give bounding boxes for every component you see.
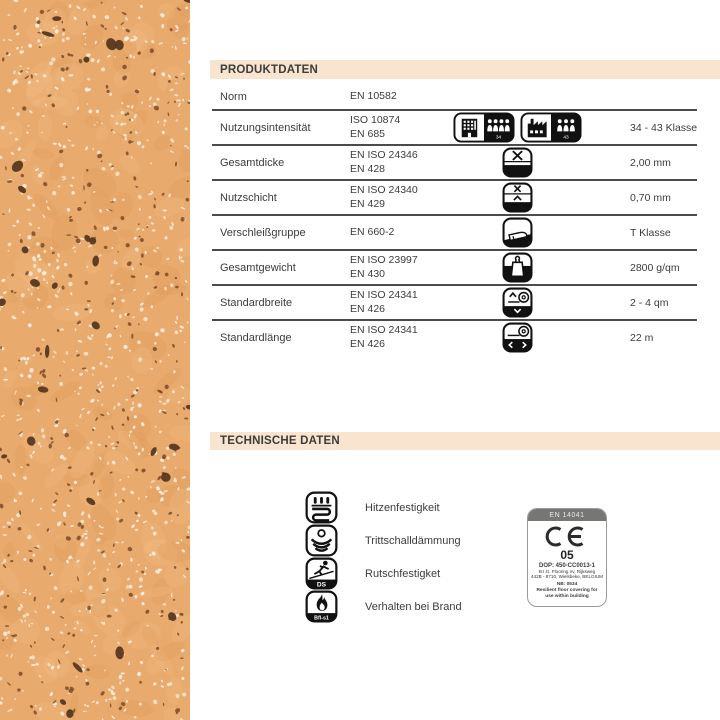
row-norm1: EN ISO 23997	[350, 254, 418, 267]
standard-width-roll-icon	[502, 287, 533, 318]
row-norm2: EN 428	[350, 162, 386, 175]
fire-behaviour-icon	[305, 590, 338, 623]
ce-dop-number: DOP: 450-CC0013-1	[538, 562, 596, 569]
ce-address-line2: 442B - 8710, Wielsbeke, BELGIUM	[530, 574, 603, 580]
row-norm2: EN 430	[350, 267, 386, 280]
produktdaten-header-bar	[210, 60, 720, 79]
usage-class-34-label: 34	[495, 135, 501, 141]
tech-item-label: Hitzenfestigkeit	[365, 501, 440, 514]
tech-item-slip	[305, 557, 440, 590]
tech-item-fire	[305, 590, 462, 623]
tech-item-heat	[305, 491, 440, 524]
impact-sound-insulation-icon	[305, 524, 338, 557]
table-row-verschleissgruppe	[212, 216, 697, 251]
row-norm1: ISO 10874	[350, 114, 401, 127]
row-label: Standardlänge	[220, 331, 292, 344]
ce-standard-label: EN 14041	[528, 509, 606, 521]
row-norm1: EN ISO 24341	[350, 324, 418, 337]
row-label: Standardbreite	[220, 296, 293, 309]
row-norm1: EN ISO 24346	[350, 149, 418, 162]
row-norm1: EN ISO 24340	[350, 184, 418, 197]
row-norm2: EN 685	[350, 127, 386, 140]
row-norm1: EN ISO 24341	[350, 289, 418, 302]
slip-resistance-icon	[305, 557, 338, 590]
slip-class-label: DS	[316, 581, 327, 589]
row-label: Norm	[220, 91, 247, 103]
row-value: 2800 g/qm	[630, 261, 680, 274]
total-weight-icon	[502, 252, 533, 283]
table-row-nutzschicht	[212, 181, 697, 216]
tech-item-label: Verhalten bei Brand	[365, 600, 462, 613]
row-norm1: EN 660-2	[350, 225, 395, 238]
ce-address-line1: B.I.G. Flooring nv, Rijksweg	[538, 568, 596, 574]
wear-layer-icon	[502, 182, 533, 213]
usage-intensity-commercial-icon	[453, 112, 515, 143]
flooring-sample-image	[0, 0, 190, 720]
row-value: 0,70 mm	[630, 191, 671, 204]
table-row-standardlaenge	[212, 321, 697, 354]
table-row-gesamtdicke	[212, 146, 697, 181]
ce-mark-icon	[544, 525, 590, 548]
technische-daten-header-bar	[210, 432, 720, 450]
row-norm1: EN 10582	[350, 90, 397, 103]
row-norm2: EN 426	[350, 337, 386, 350]
row-label: Nutzschicht	[220, 191, 277, 204]
row-label: Nutzungsintensität	[220, 121, 311, 134]
wear-group-shoe-icon	[502, 217, 533, 248]
produktdaten-table	[212, 85, 697, 354]
tech-item-impact-sound	[305, 524, 461, 557]
table-row-norm	[212, 85, 697, 111]
technische-daten-title: TECHNISCHE DATEN	[220, 435, 340, 447]
table-row-gesamtgewicht	[212, 251, 697, 286]
usage-class-43-label: 43	[562, 135, 569, 141]
row-norm2: EN 429	[350, 197, 386, 210]
speckle-texture	[0, 0, 190, 720]
fire-class-label: Bfl-s1	[314, 615, 329, 622]
produktdaten-title: PRODUKTDATEN	[220, 63, 319, 76]
total-thickness-icon	[502, 147, 533, 178]
table-row-nutzungsintensitaet	[212, 111, 697, 146]
ce-product-description: Resilient floor covering for use within building	[536, 587, 598, 599]
row-label: Gesamtdicke	[220, 156, 285, 169]
ce-year: 05	[560, 547, 574, 562]
standard-length-roll-icon	[502, 322, 533, 353]
ce-notified-body: NB: 0534	[556, 581, 578, 587]
usage-intensity-industrial-icon	[520, 112, 582, 143]
tech-item-label: Rutschfestigket	[365, 567, 441, 580]
row-value: T Klasse	[630, 226, 671, 239]
row-value: 34 - 43 Klasse	[630, 121, 698, 134]
row-value: 22 m	[630, 331, 654, 344]
table-row-standardbreite	[212, 286, 697, 321]
heat-resistance-icon	[305, 491, 338, 524]
tech-item-label: Trittschalldämmung	[365, 534, 461, 547]
row-value: 2,00 mm	[630, 156, 671, 169]
row-norm2: EN 426	[350, 302, 386, 315]
ce-certification-badge	[527, 508, 607, 607]
row-label: Gesamtgewicht	[220, 261, 296, 274]
row-value: 2 - 4 qm	[630, 296, 669, 309]
row-label: Verschleißgruppe	[220, 226, 306, 239]
